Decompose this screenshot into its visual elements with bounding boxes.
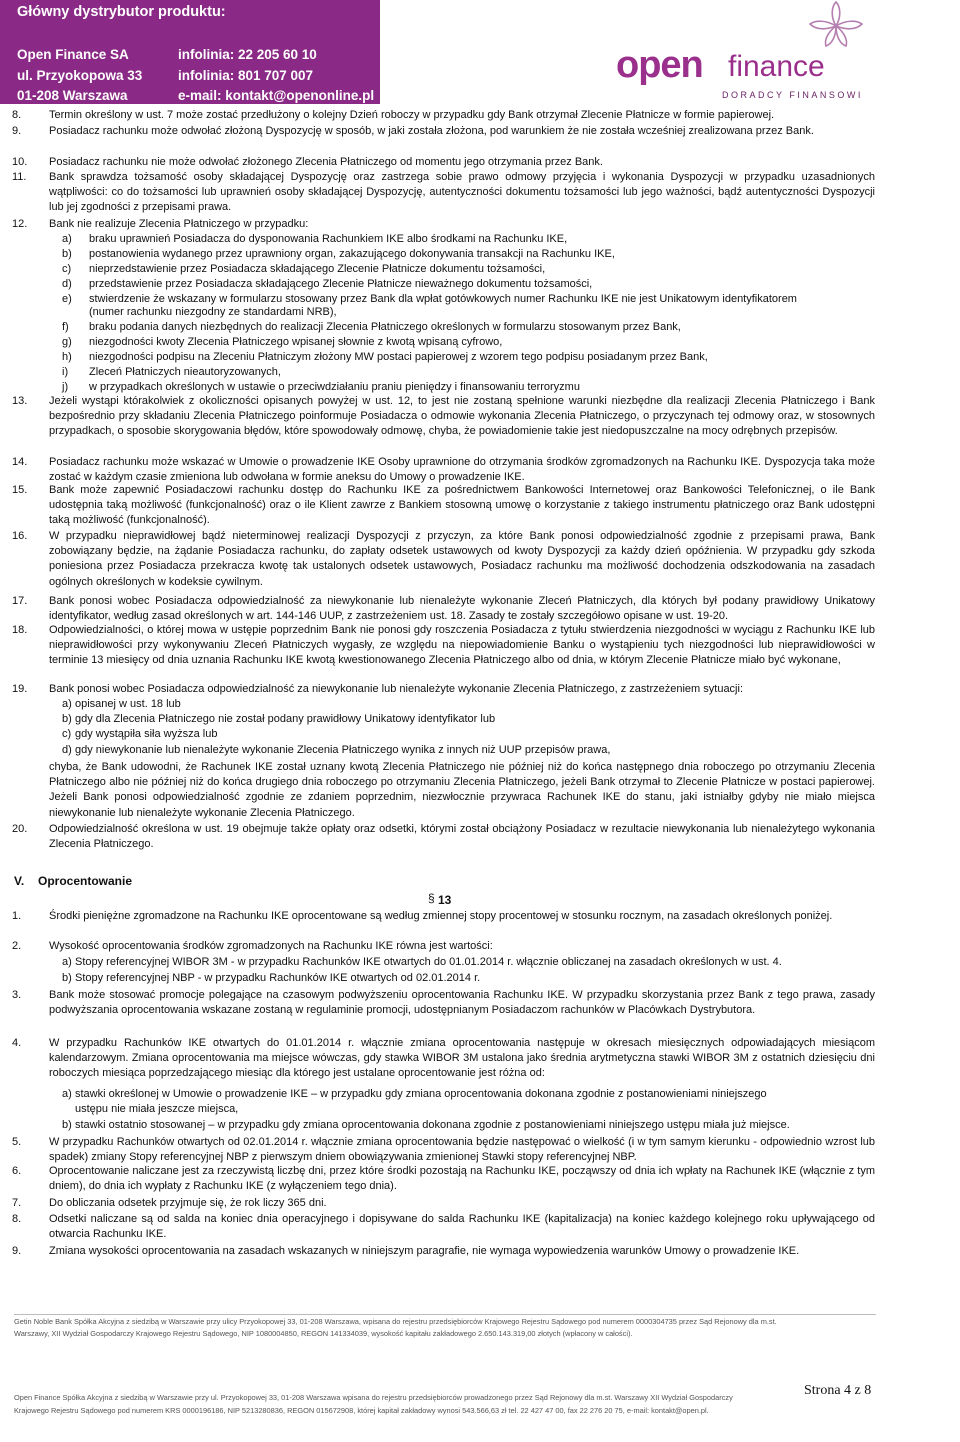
- company-street: ul. Przyokopowa 33: [17, 68, 143, 83]
- footer-divider: [14, 1314, 876, 1315]
- item-text: Bank może zapewnić Posiadaczowi rachunku dostęp do Rachunku IKE za pośrednictwem Bankowości Internetowej oraz Bankowości Telefonicznej, o ile Bank udostępnia taką możliwość (funkcjonalność) oraz o ile Klient zawrze z Bankiem stosowną umowę o korzystanie z takiego instrumentu płatniczego oraz Bank udostępni taką możliwość (funkcjonalność).: [49, 484, 875, 527]
- item-number: 8.: [12, 109, 22, 121]
- item-number: 1.: [12, 910, 22, 922]
- item-number: 7.: [12, 1197, 22, 1209]
- item-number: 19.: [12, 683, 28, 695]
- item-text: W przypadku Rachunków otwartych od 02.01.2014 r. włącznie zmiana oprocentowania będzie następować o wielkość (i w tym samym kierunku - odpowiednio wzrost lub spadek) zmiany Stopy referencyjnej NBP z pierwszym dniem obowiązywania zmienionej Stawki stopy referencyjnej NBP.: [49, 1136, 875, 1164]
- item-number: 20.: [12, 823, 28, 835]
- logo-finance-text: finance: [728, 50, 825, 83]
- item-text: Bank nie realizuje Zlecenia Płatniczego w przypadku:: [49, 218, 309, 230]
- sub-item-text: braku podania danych niezbędnych do realizacji Zlecenia Płatniczego określonych w formularzu stosowanym przez Bank,: [89, 321, 681, 333]
- distributor-banner: [0, 0, 380, 104]
- paragraph-number: § 13: [428, 891, 452, 907]
- item-number: 15.: [12, 484, 28, 496]
- logo-subtitle: DORADCY FINANSOWI: [722, 90, 863, 100]
- sub-item-text: niezgodności podpisu na Zleceniu Płatniczym złożony MW postaci papierowej z wzorem tego podpisu posiadanym przez Bank,: [89, 351, 708, 363]
- sub-item-letter: c): [62, 728, 72, 740]
- sub-item-text: w przypadkach określonych w ustawie o przeciwdziałaniu praniu pieniędzy i finansowaniu terroryzmu: [89, 381, 580, 393]
- sub-item-letter: b): [62, 248, 72, 260]
- page-number: Strona 4 z 8: [804, 1383, 872, 1398]
- item-text: Bank może stosować promocje polegające na czasowym podwyższeniu oprocentowania Rachunku IKE. W przypadku skorzystania przez Bank z tego prawa, zasady podwyższania oprocentowania wskazane zostaną w regulaminie promocji, udostępnianym Posiadaczom rachunków w Placówkach Dystrybutora.: [49, 989, 875, 1017]
- item-number: 16.: [12, 530, 28, 542]
- company-name: Open Finance SA: [17, 47, 129, 62]
- item-number: 17.: [12, 595, 28, 607]
- logo-open-text: open: [616, 44, 703, 86]
- item-text: W przypadku nieprawidłowej bądź nieterminowej realizacji Dyspozycji z przyczyn, za które Bank ponosi odpowiedzialność zgodnie z przepisami prawa, Bank zobowiązany będzie, na żądanie Posiadacza rachunku, do zapłaty odsetek ustawowych od kwoty Dyspozycji za każdy dzień opóźnienia. W przypadku gdy szkoda poniesiona przez Posiadacza przekracza kwotę tak ustalonych odsetek ustawowych, Posiadacz rachunku ma możliwość dochodzenia odszkodowania na zasadach ogólnych określonych w kodeksie cywilnym.: [49, 530, 875, 588]
- sub-item-letter: a): [62, 698, 72, 710]
- sub-item-letter: a): [62, 233, 72, 245]
- item-number: 2.: [12, 940, 22, 952]
- item-text: Środki pieniężne zgromadzone na Rachunku IKE oprocentowane są według zmiennej stopy procentowej w stosunku rocznym, na zasadach określonych poniżej.: [49, 910, 833, 922]
- contact-email: e-mail: kontakt@openonline.pl: [178, 88, 375, 103]
- item-number: 11.: [12, 171, 27, 183]
- item-number: 10.: [12, 156, 28, 168]
- footer-company-line-1: Open Finance Spółka Akcyjna z siedzibą w Warszawie przy ul. Przyokopowej 33, 01-208 Warszawa wpisana do rejestru przedsiębiorców prowadzonego przez Sąd Rejonowy dla m.st. Warszawy XII Wydział Gospodarczy: [14, 1393, 733, 1402]
- item-text: Odsetki naliczane są od salda na koniec dnia operacyjnego i dopisywane do salda Rachunku IKE (kapitalizacja) na koniec każdego kolejnego roku upływającego od otwarcia Rachunku IKE.: [49, 1213, 875, 1241]
- hotline-1: infolinia: 22 205 60 10: [178, 47, 317, 62]
- item-text: Odpowiedzialność określona w ust. 19 obejmuje także opłaty oraz odsetki, którymi został obciążony Posiadacz w rezultacie niewykonania lub nienależytego wykonania Zlecenia Płatniczego.: [49, 823, 875, 851]
- sub-item-letter: b): [62, 713, 72, 725]
- sub-item-letter: c): [62, 263, 72, 275]
- sub-item-text: ustępu nie miała jeszcze miejsca,: [75, 1103, 239, 1115]
- sub-item-text: braku uprawnień Posiadacza do dysponowania Rachunkiem IKE albo środkami na Rachunku IKE,: [89, 233, 568, 245]
- item-number: 12.: [12, 218, 28, 230]
- open-finance-logo: [610, 0, 960, 104]
- sub-item-letter: g): [62, 336, 72, 348]
- section-number: V.: [14, 874, 25, 888]
- sub-item-text: stawki określonej w Umowie o prowadzenie IKE – w przypadku gdy zmiana oprocentowania dokonana zgodnie z postanowieniami niniejszego: [75, 1088, 767, 1100]
- sub-item-letter: a): [62, 1088, 72, 1100]
- sub-item-letter: d): [62, 278, 72, 290]
- distributor-title: Główny dystrybutor produktu:: [17, 4, 226, 20]
- item-text: Termin określony w ust. 7 może zostać przedłużony o kolejny Dzień roboczy w przypadku gdy Bank otrzymał Zlecenie Płatnicze w formie papierowej.: [49, 109, 775, 121]
- item-number: 6.: [12, 1165, 22, 1177]
- item-text: Bank ponosi wobec Posiadacza odpowiedzialność za niewykonanie lub nienależyte wykonanie Zlecenia Płatniczego, z zastrzeżeniem sytuacji:: [49, 683, 744, 695]
- item-number: 9.: [12, 125, 22, 137]
- item-text: chyba, że Bank udowodni, że Rachunek IKE został uznany kwotą Zlecenia Płatniczego nie później niż do końca następnego dnia roboczego po otrzymaniu Zlecenia Płatniczego albo nie później niż do końca drugiego dnia roboczego po otrzymaniu Zlecenia Płatniczego, jeżeli Bank otrzymał to Zlecenie Płatnicze w postaci papierowej. Jeżeli Bank ponosi odpowiedzialność zgodnie ze zdaniem poprzednim, niezwłocznie przywraca Rachunek IKE do stanu, jaki istniałby gdyby nie miało miejsca niewykonanie lub nienależyte wykonanie Zlecenia Płatniczego.: [49, 761, 875, 819]
- item-text: Posiadacz rachunku nie może odwołać złożonego Zlecenia Płatniczego od momentu jego otrzymania przez Bank.: [49, 156, 603, 168]
- item-text: Oprocentowanie naliczane jest za rzeczywistą liczbę dni, przez które środki pozostają na Rachunku IKE, począwszy od dnia ich wpłaty na Rachunek IKE (włącznie z tym dniem), do dnia ich wypłaty z Rachunku IKE (z wyłączeniem tego dnia).: [49, 1165, 875, 1193]
- flower-logo-icon: [806, 0, 866, 48]
- item-text: Bank sprawdza tożsamość osoby składającej Dyspozycję oraz zastrzega sobie prawo odmowy przyjęcia i wykonania Dyspozycji w przypadku uzasadnionych wątpliwości: co do tożsamości lub uprawnień osoby składającej Dyspozycję, autentyczności dokumentu tożsamości lub jego ważności, bądź autentyczności Dyspozycji lub jej zgodności z przepisami prawa.: [49, 171, 875, 214]
- sub-item-letter: j): [62, 381, 69, 393]
- sub-item-letter: h): [62, 351, 72, 363]
- sub-item-letter: e): [62, 293, 72, 305]
- sub-item-text: Zleceń Płatniczych nieautoryzowanych,: [89, 366, 281, 378]
- sub-item-text: gdy niewykonanie lub nienależyte wykonanie Zlecenia Płatniczego wynika z innych niż UUP przepisów prawa,: [75, 744, 611, 756]
- item-number: 5.: [12, 1136, 22, 1148]
- sub-item-letter: d): [62, 744, 72, 756]
- footer-bank-line-1: Getin Noble Bank Spółka Akcyjna z siedzibą w Warszawie przy ulicy Przyokopowej 33, 01-208 Warszawa, wpisana do rejestru przedsiębiorców Krajowego Rejestru Sądowego pod numerem 0000304735 przez Sąd Rejonowy dla m.st.: [14, 1317, 777, 1326]
- sub-item-text: gdy wystąpiła siła wyższa lub: [75, 728, 218, 740]
- item-text: Bank ponosi wobec Posiadacza odpowiedzialność za niewykonanie lub nienależyte wykonanie Zleceń Płatniczych, dla których był podany prawidłowy Unikatowy identyfikator, według zasad określonych w art. 144-146 UUP, z zastrzeżeniem ust. 18. Zasady te zostały szczegółowo opisane w ust. 19-20.: [49, 595, 875, 623]
- item-number: 4.: [12, 1037, 22, 1049]
- item-number: 14.: [12, 456, 28, 468]
- item-number: 18.: [12, 624, 28, 636]
- sub-item-letter: f): [62, 321, 69, 333]
- sub-item-letter: b): [62, 1119, 72, 1131]
- item-number: 3.: [12, 989, 22, 1001]
- item-text: Do obliczania odsetek przyjmuje się, że rok liczy 365 dni.: [49, 1197, 327, 1209]
- sub-item-text: nieprzedstawienie przez Posiadacza składającego Zlecenie Płatnicze dokumentu tożsamości,: [89, 263, 546, 275]
- sub-item-letter: a): [62, 956, 72, 968]
- item-text: Posiadacz rachunku może wskazać w Umowie o prowadzenie IKE Osoby uprawnione do otrzymania środków zgromadzonych na Rachunku IKE. Dyspozycja taka może zostać w każdym czasie zmieniona lub odwołana w formie aneksu do Umowy o prowadzenie IKE.: [49, 456, 875, 484]
- sub-item-text: Stopy referencyjnej WIBOR 3M - w przypadku Rachunków IKE otwartych do 01.01.2014 r. włącznie obliczanej na zasadach określonych w ust. 4.: [75, 956, 782, 968]
- sub-item-text: przedstawienie przez Posiadacza składającego Zlecenie Płatnicze nieważnego dokumentu tożsamości,: [89, 278, 593, 290]
- item-text: Zmiana wysokości oprocentowania na zasadach wskazanych w niniejszym paragrafie, nie wymaga wypowiedzenia warunków Umowy o prowadzenie IKE.: [49, 1245, 800, 1257]
- sub-item-text: stwierdzenie że wskazany w formularzu stosowany przez Bank dla wpłat gotówkowych numer Rachunku IKE nie jest Unikatowym identyfikatorem: [89, 293, 797, 305]
- company-city: 01-208 Warszawa: [17, 88, 128, 103]
- item-number: 8.: [12, 1213, 22, 1225]
- item-text: Odpowiedzialności, o której mowa w ustępie poprzednim Bank nie ponosi gdy roszczenia Posiadacza z tytułu stwierdzenia niezgodności w wyciągu z Rachunku IKE lub nieprawidłowości przy wykonywaniu Zleceń Płatniczych wygasły, ze względu na niepowiadomienie Banku o wystąpieniu tych niezgodności lub nieprawidłowości w terminie 13 miesięcy od dnia uznania Rachunku IKE kwotą kwestionowanego Zlecenia Płatniczego albo od dnia, w którym Zlecenie Płatnicze miało być wykonane,: [49, 624, 875, 667]
- item-number: 9.: [12, 1245, 22, 1257]
- sub-item-text: stawki ostatnio stosowanej – w przypadku gdy zmiana oprocentowania dokonana zgodnie z postanowieniami niniejszego ustępu miała już miejsce.: [75, 1119, 790, 1131]
- section-title: Oprocentowanie: [38, 874, 133, 888]
- sub-item-letter: b): [62, 972, 72, 984]
- sub-item-text: Stopy referencyjnej NBP - w przypadku Rachunków IKE otwartych od 02.01.2014 r.: [75, 972, 481, 984]
- sub-item-text: gdy dla Zlecenia Płatniczego nie został podany prawidłowy Unikatowy identyfikator lub: [75, 713, 496, 725]
- sub-item-text: niezgodności kwoty Zlecenia Płatniczego wpisanej słownie z kwotą wpisaną cyfrowo,: [89, 336, 503, 348]
- sub-item-text: postanowienia wydanego przez uprawniony organ, zakazującego dokonywania transakcji na Rachunku IKE,: [89, 248, 615, 260]
- sub-item-text: (numer rachunku niezgodny ze standardami NRB),: [89, 306, 337, 318]
- hotline-2: infolinia: 801 707 007: [178, 68, 314, 83]
- item-number: 13.: [12, 395, 28, 407]
- paragraph-number-value: 13: [438, 893, 452, 907]
- footer-bank-line-2: Warszawy, XII Wydział Gospodarczy Krajowego Rejestru Sądowego, NIP 1080004850, REGON 141334039, wysokość kapitału zakładowego 2.650.143.319,00 złotych (wpłacony w całości).: [14, 1329, 633, 1338]
- item-text: Jeżeli wystąpi którakolwiek z okoliczności opisanych powyżej w ust. 12, to jest nie zostaną spełnione warunki niezbędne dla realizacji Zlecenia Płatniczego i Bank bezpośrednio przy składaniu Zlecenia Płatniczego poinformuje Posiadacza o odmowie wykonania Zlecenia Płatniczego, o przyczynach tej odmowy oraz, w stosownych przypadkach, o sposobie skorygowania błędów, które spowodowały odmowę, chyba, że powiadomienie takie jest niedopuszczalne na mocy odrębnych przepisów.: [49, 395, 875, 438]
- sub-item-text: opisanej w ust. 18 lub: [75, 698, 181, 710]
- footer-company-line-2: Krajowego Rejestru Sądowego pod numerem KRS 0000196186, NIP 5213280836, REGON 015672908, której kapitał zakładowy wynosi 543.566,63 zł tel. 22 427 47 00, fax 22 276 20 75, e-mail: kontakt@open.pl.: [14, 1406, 709, 1415]
- item-text: Posiadacz rachunku może odwołać złożoną Dyspozycję w sposób, w jaki została złożona, pod warunkiem że nie została wcześniej zrealizowana przez Bank.: [49, 125, 814, 137]
- item-text: W przypadku Rachunków IKE otwartych do 01.01.2014 r. włącznie zmiana oprocentowania następuje w okresach miesięcznych odpowiadających miesiącom kalendarzowym. Zmiana oprocentowania ma miejsce wówczas, gdy stawka WIBOR 3M ustalona jako średnia arytmetyczna stawki WIBOR 3M z ostatnich dziesięciu dni roboczych miesiąca poprzedzającego miesiąc dla którego jest ustalane oprocentowanie jest różna od:: [49, 1037, 875, 1080]
- item-text: Wysokość oprocentowania środków zgromadzonych na Rachunku IKE równa jest wartości:: [49, 940, 493, 952]
- sub-item-letter: i): [62, 366, 69, 378]
